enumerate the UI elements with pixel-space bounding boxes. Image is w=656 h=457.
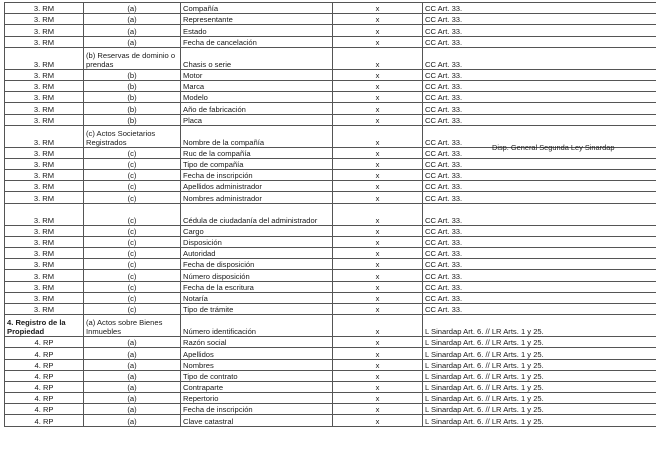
legal-basis-cell: CC Art. 33. xyxy=(423,236,656,247)
field-name-cell: Placa xyxy=(181,114,333,125)
act-type-cell: (a) xyxy=(84,359,181,370)
mark-cell: x xyxy=(333,25,423,36)
legal-basis-cell: CC Art. 33. xyxy=(423,69,656,80)
field-name-cell: Marca xyxy=(181,80,333,91)
legal-basis-cell: L Sinardap Art. 6. // LR Arts. 1 y 25. xyxy=(423,348,656,359)
mark-cell: x xyxy=(333,92,423,103)
table-row xyxy=(5,415,656,426)
legal-basis-cell: CC Art. 33. xyxy=(423,92,656,103)
legal-basis-cell: CC Art. 33. xyxy=(423,147,656,158)
table-row xyxy=(5,225,656,236)
mark-cell: x xyxy=(333,147,423,158)
field-name-cell: Razón social xyxy=(181,337,333,348)
register-cell: 3. RM xyxy=(5,147,84,158)
act-type-cell: (c) xyxy=(84,292,181,303)
register-cell: 3. RM xyxy=(5,181,84,192)
register-cell: 3. RM xyxy=(5,281,84,292)
field-name-cell: Fecha de inscripción xyxy=(181,170,333,181)
mark-cell: x xyxy=(333,381,423,392)
legal-basis-cell: CC Art. 33. xyxy=(423,259,656,270)
mark-cell: x xyxy=(333,69,423,80)
table-row xyxy=(5,47,656,69)
legal-basis-cell: L Sinardap Art. 6. // LR Arts. 1 y 25. xyxy=(423,359,656,370)
register-cell: 3. RM xyxy=(5,203,84,225)
register-cell: 3. RM xyxy=(5,125,84,147)
act-type-cell: (c) xyxy=(84,248,181,259)
mark-cell: x xyxy=(333,393,423,404)
table-row xyxy=(5,14,656,25)
act-type-cell: (a) xyxy=(84,381,181,392)
register-cell: 4. RP xyxy=(5,337,84,348)
mark-cell: x xyxy=(333,236,423,247)
mark-cell: x xyxy=(333,281,423,292)
table-row xyxy=(5,370,656,381)
act-type-cell: (c) xyxy=(84,259,181,270)
register-cell: 3. RM xyxy=(5,259,84,270)
table-row xyxy=(5,114,656,125)
field-name-cell: Motor xyxy=(181,69,333,80)
table-row xyxy=(5,203,656,225)
mark-cell: x xyxy=(333,359,423,370)
mark-cell: x xyxy=(333,14,423,25)
act-type-cell: (a) xyxy=(84,415,181,426)
legal-basis-cell: CC Art. 33. xyxy=(423,292,656,303)
act-type-cell: (b) xyxy=(84,114,181,125)
register-cell: 3. RM xyxy=(5,69,84,80)
field-name-cell: Autoridad xyxy=(181,248,333,259)
legal-basis-cell: CC Art. 33. xyxy=(423,14,656,25)
legal-basis-cell: CC Art. 33. xyxy=(423,103,656,114)
field-name-cell: Chasis o serie xyxy=(181,47,333,69)
legal-basis-cell: L Sinardap Art. 6. // LR Arts. 1 y 25. xyxy=(423,315,656,337)
legal-basis-cell: CC Art. 33. xyxy=(423,80,656,91)
mark-cell: x xyxy=(333,315,423,337)
table-row xyxy=(5,236,656,247)
act-type-cell: (c) xyxy=(84,170,181,181)
field-name-cell: Compañía xyxy=(181,3,333,14)
mark-cell: x xyxy=(333,36,423,47)
field-name-cell: Tipo de contrato xyxy=(181,370,333,381)
act-type-cell: (a) xyxy=(84,404,181,415)
legal-basis-cell: CC Art. 33. xyxy=(423,170,656,181)
mark-cell: x xyxy=(333,192,423,203)
register-cell: 3. RM xyxy=(5,236,84,247)
mark-cell: x xyxy=(333,415,423,426)
table-row xyxy=(5,303,656,314)
legal-basis-cell: L Sinardap Art. 6. // LR Arts. 1 y 25. xyxy=(423,393,656,404)
register-cell: 4. RP xyxy=(5,415,84,426)
side-note: Disp. General Segunda Ley Sinardap xyxy=(492,143,615,152)
act-type-cell: (b) xyxy=(84,103,181,114)
table-row xyxy=(5,248,656,259)
register-cell: 3. RM xyxy=(5,14,84,25)
table-row xyxy=(5,292,656,303)
mark-cell: x xyxy=(333,125,423,147)
act-type-cell: (c) xyxy=(84,225,181,236)
act-type-cell: (c) xyxy=(84,270,181,281)
register-cell: 4. Registro de la Propiedad xyxy=(5,315,84,337)
act-type-cell: (a) xyxy=(84,393,181,404)
mark-cell: x xyxy=(333,114,423,125)
act-type-cell: (c) xyxy=(84,147,181,158)
act-type-cell: (a) xyxy=(84,25,181,36)
act-type-cell: (c) xyxy=(84,192,181,203)
mark-cell: x xyxy=(333,259,423,270)
table-row xyxy=(5,181,656,192)
field-name-cell: Representante xyxy=(181,14,333,25)
mark-cell: x xyxy=(333,181,423,192)
table-row xyxy=(5,381,656,392)
legal-basis-cell: CC Art. 33. xyxy=(423,281,656,292)
mark-cell: x xyxy=(333,158,423,169)
act-type-cell: (a) xyxy=(84,3,181,14)
legal-basis-cell: CC Art. 33. xyxy=(423,158,656,169)
act-type-cell: (b) xyxy=(84,69,181,80)
mark-cell: x xyxy=(333,203,423,225)
legal-basis-cell: CC Art. 33. xyxy=(423,125,656,147)
register-cell: 3. RM xyxy=(5,114,84,125)
register-cell: 3. RM xyxy=(5,170,84,181)
table-row xyxy=(5,69,656,80)
act-type-cell: (c) xyxy=(84,281,181,292)
legal-basis-cell: CC Art. 33. xyxy=(423,47,656,69)
act-type-cell: (c) xyxy=(84,203,181,225)
register-cell: 3. RM xyxy=(5,80,84,91)
field-name-cell: Modelo xyxy=(181,92,333,103)
field-name-cell: Clave catastral xyxy=(181,415,333,426)
register-cell: 3. RM xyxy=(5,225,84,236)
register-cell: 3. RM xyxy=(5,25,84,36)
mark-cell: x xyxy=(333,47,423,69)
legal-basis-cell: L Sinardap Art. 6. // LR Arts. 1 y 25. xyxy=(423,381,656,392)
table-row xyxy=(5,80,656,91)
field-name-cell: Fecha de cancelación xyxy=(181,36,333,47)
field-name-cell: Número identificación xyxy=(181,315,333,337)
register-cell: 3. RM xyxy=(5,92,84,103)
field-name-cell: Tipo de compañía xyxy=(181,158,333,169)
table-row xyxy=(5,393,656,404)
field-name-cell: Fecha de inscripción xyxy=(181,404,333,415)
act-type-cell: (c) xyxy=(84,303,181,314)
mark-cell: x xyxy=(333,370,423,381)
act-type-cell: (c) xyxy=(84,236,181,247)
mark-cell: x xyxy=(333,80,423,91)
field-name-cell: Fecha de disposición xyxy=(181,259,333,270)
mark-cell: x xyxy=(333,303,423,314)
table-row xyxy=(5,170,656,181)
register-cell: 4. RP xyxy=(5,359,84,370)
table-row xyxy=(5,281,656,292)
registry-table xyxy=(4,2,656,427)
mark-cell: x xyxy=(333,337,423,348)
field-name-cell: Estado xyxy=(181,25,333,36)
act-type-cell: (b) xyxy=(84,80,181,91)
table-row xyxy=(5,103,656,114)
mark-cell: x xyxy=(333,170,423,181)
field-name-cell: Año de fabricación xyxy=(181,103,333,114)
legal-basis-cell: L Sinardap Art. 6. // LR Arts. 1 y 25. xyxy=(423,404,656,415)
legal-basis-cell: L Sinardap Art. 6. // LR Arts. 1 y 25. xyxy=(423,415,656,426)
table-row xyxy=(5,270,656,281)
legal-basis-cell: CC Art. 33. xyxy=(423,270,656,281)
act-type-cell: (b) xyxy=(84,92,181,103)
table-row xyxy=(5,36,656,47)
act-type-cell: (b) Reservas de dominio o prendas xyxy=(84,47,181,69)
legal-basis-cell: CC Art. 33. xyxy=(423,192,656,203)
register-cell: 4. RP xyxy=(5,404,84,415)
register-cell: 3. RM xyxy=(5,303,84,314)
mark-cell: x xyxy=(333,248,423,259)
legal-basis-cell: CC Art. 33. xyxy=(423,3,656,14)
field-name-cell: Número disposición xyxy=(181,270,333,281)
register-cell: 4. RP xyxy=(5,381,84,392)
register-cell: 3. RM xyxy=(5,270,84,281)
act-type-cell: (a) xyxy=(84,348,181,359)
mark-cell: x xyxy=(333,225,423,236)
act-type-cell: (a) Actos sobre Bienes Inmuebles xyxy=(84,315,181,337)
register-cell: 4. RP xyxy=(5,393,84,404)
act-type-cell: (c) xyxy=(84,181,181,192)
table-row xyxy=(5,92,656,103)
register-cell: 3. RM xyxy=(5,192,84,203)
register-cell: 4. RP xyxy=(5,370,84,381)
act-type-cell: (a) xyxy=(84,337,181,348)
register-cell: 3. RM xyxy=(5,47,84,69)
legal-basis-cell: CC Art. 33. xyxy=(423,181,656,192)
table-row xyxy=(5,192,656,203)
field-name-cell: Cargo xyxy=(181,225,333,236)
legal-basis-cell: CC Art. 33. xyxy=(423,303,656,314)
field-name-cell: Ruc de la compañía xyxy=(181,147,333,158)
table-row xyxy=(5,25,656,36)
legal-basis-cell: CC Art. 33. xyxy=(423,203,656,225)
legal-basis-cell: CC Art. 33. xyxy=(423,248,656,259)
field-name-cell: Nombre de la compañía xyxy=(181,125,333,147)
register-cell: 3. RM xyxy=(5,36,84,47)
mark-cell: x xyxy=(333,103,423,114)
table-row xyxy=(5,348,656,359)
table-body xyxy=(5,3,656,427)
field-name-cell: Notaría xyxy=(181,292,333,303)
field-name-cell: Apellidos administrador xyxy=(181,181,333,192)
table-row xyxy=(5,3,656,14)
legal-basis-cell: CC Art. 33. xyxy=(423,114,656,125)
field-name-cell: Nombres administrador xyxy=(181,192,333,203)
register-cell: 3. RM xyxy=(5,3,84,14)
table-row xyxy=(5,158,656,169)
act-type-cell: (a) xyxy=(84,14,181,25)
register-cell: 4. RP xyxy=(5,348,84,359)
field-name-cell: Fecha de la escritura xyxy=(181,281,333,292)
legal-basis-cell: CC Art. 33. xyxy=(423,25,656,36)
field-name-cell: Apellidos xyxy=(181,348,333,359)
register-cell: 3. RM xyxy=(5,158,84,169)
table-row xyxy=(5,315,656,337)
mark-cell: x xyxy=(333,292,423,303)
field-name-cell: Nombres xyxy=(181,359,333,370)
register-cell: 3. RM xyxy=(5,103,84,114)
mark-cell: x xyxy=(333,404,423,415)
mark-cell: x xyxy=(333,3,423,14)
table-row xyxy=(5,359,656,370)
mark-cell: x xyxy=(333,348,423,359)
act-type-cell: (c) xyxy=(84,158,181,169)
table-row xyxy=(5,337,656,348)
legal-basis-cell: L Sinardap Art. 6. // LR Arts. 1 y 25. xyxy=(423,370,656,381)
act-type-cell: (c) Actos Societarios Registrados xyxy=(84,125,181,147)
field-name-cell: Contraparte xyxy=(181,381,333,392)
field-name-cell: Tipo de trámite xyxy=(181,303,333,314)
registry-table-sheet xyxy=(4,2,656,427)
table-row xyxy=(5,404,656,415)
legal-basis-cell: CC Art. 33. xyxy=(423,225,656,236)
field-name-cell: Disposición xyxy=(181,236,333,247)
register-cell: 3. RM xyxy=(5,248,84,259)
field-name-cell: Cédula de ciudadanía del administrador xyxy=(181,203,333,225)
mark-cell: x xyxy=(333,270,423,281)
field-name-cell: Repertorio xyxy=(181,393,333,404)
table-row xyxy=(5,259,656,270)
act-type-cell: (a) xyxy=(84,36,181,47)
legal-basis-cell: CC Art. 33. xyxy=(423,36,656,47)
act-type-cell: (a) xyxy=(84,370,181,381)
legal-basis-cell: L Sinardap Art. 6. // LR Arts. 1 y 25. xyxy=(423,337,656,348)
register-cell: 3. RM xyxy=(5,292,84,303)
